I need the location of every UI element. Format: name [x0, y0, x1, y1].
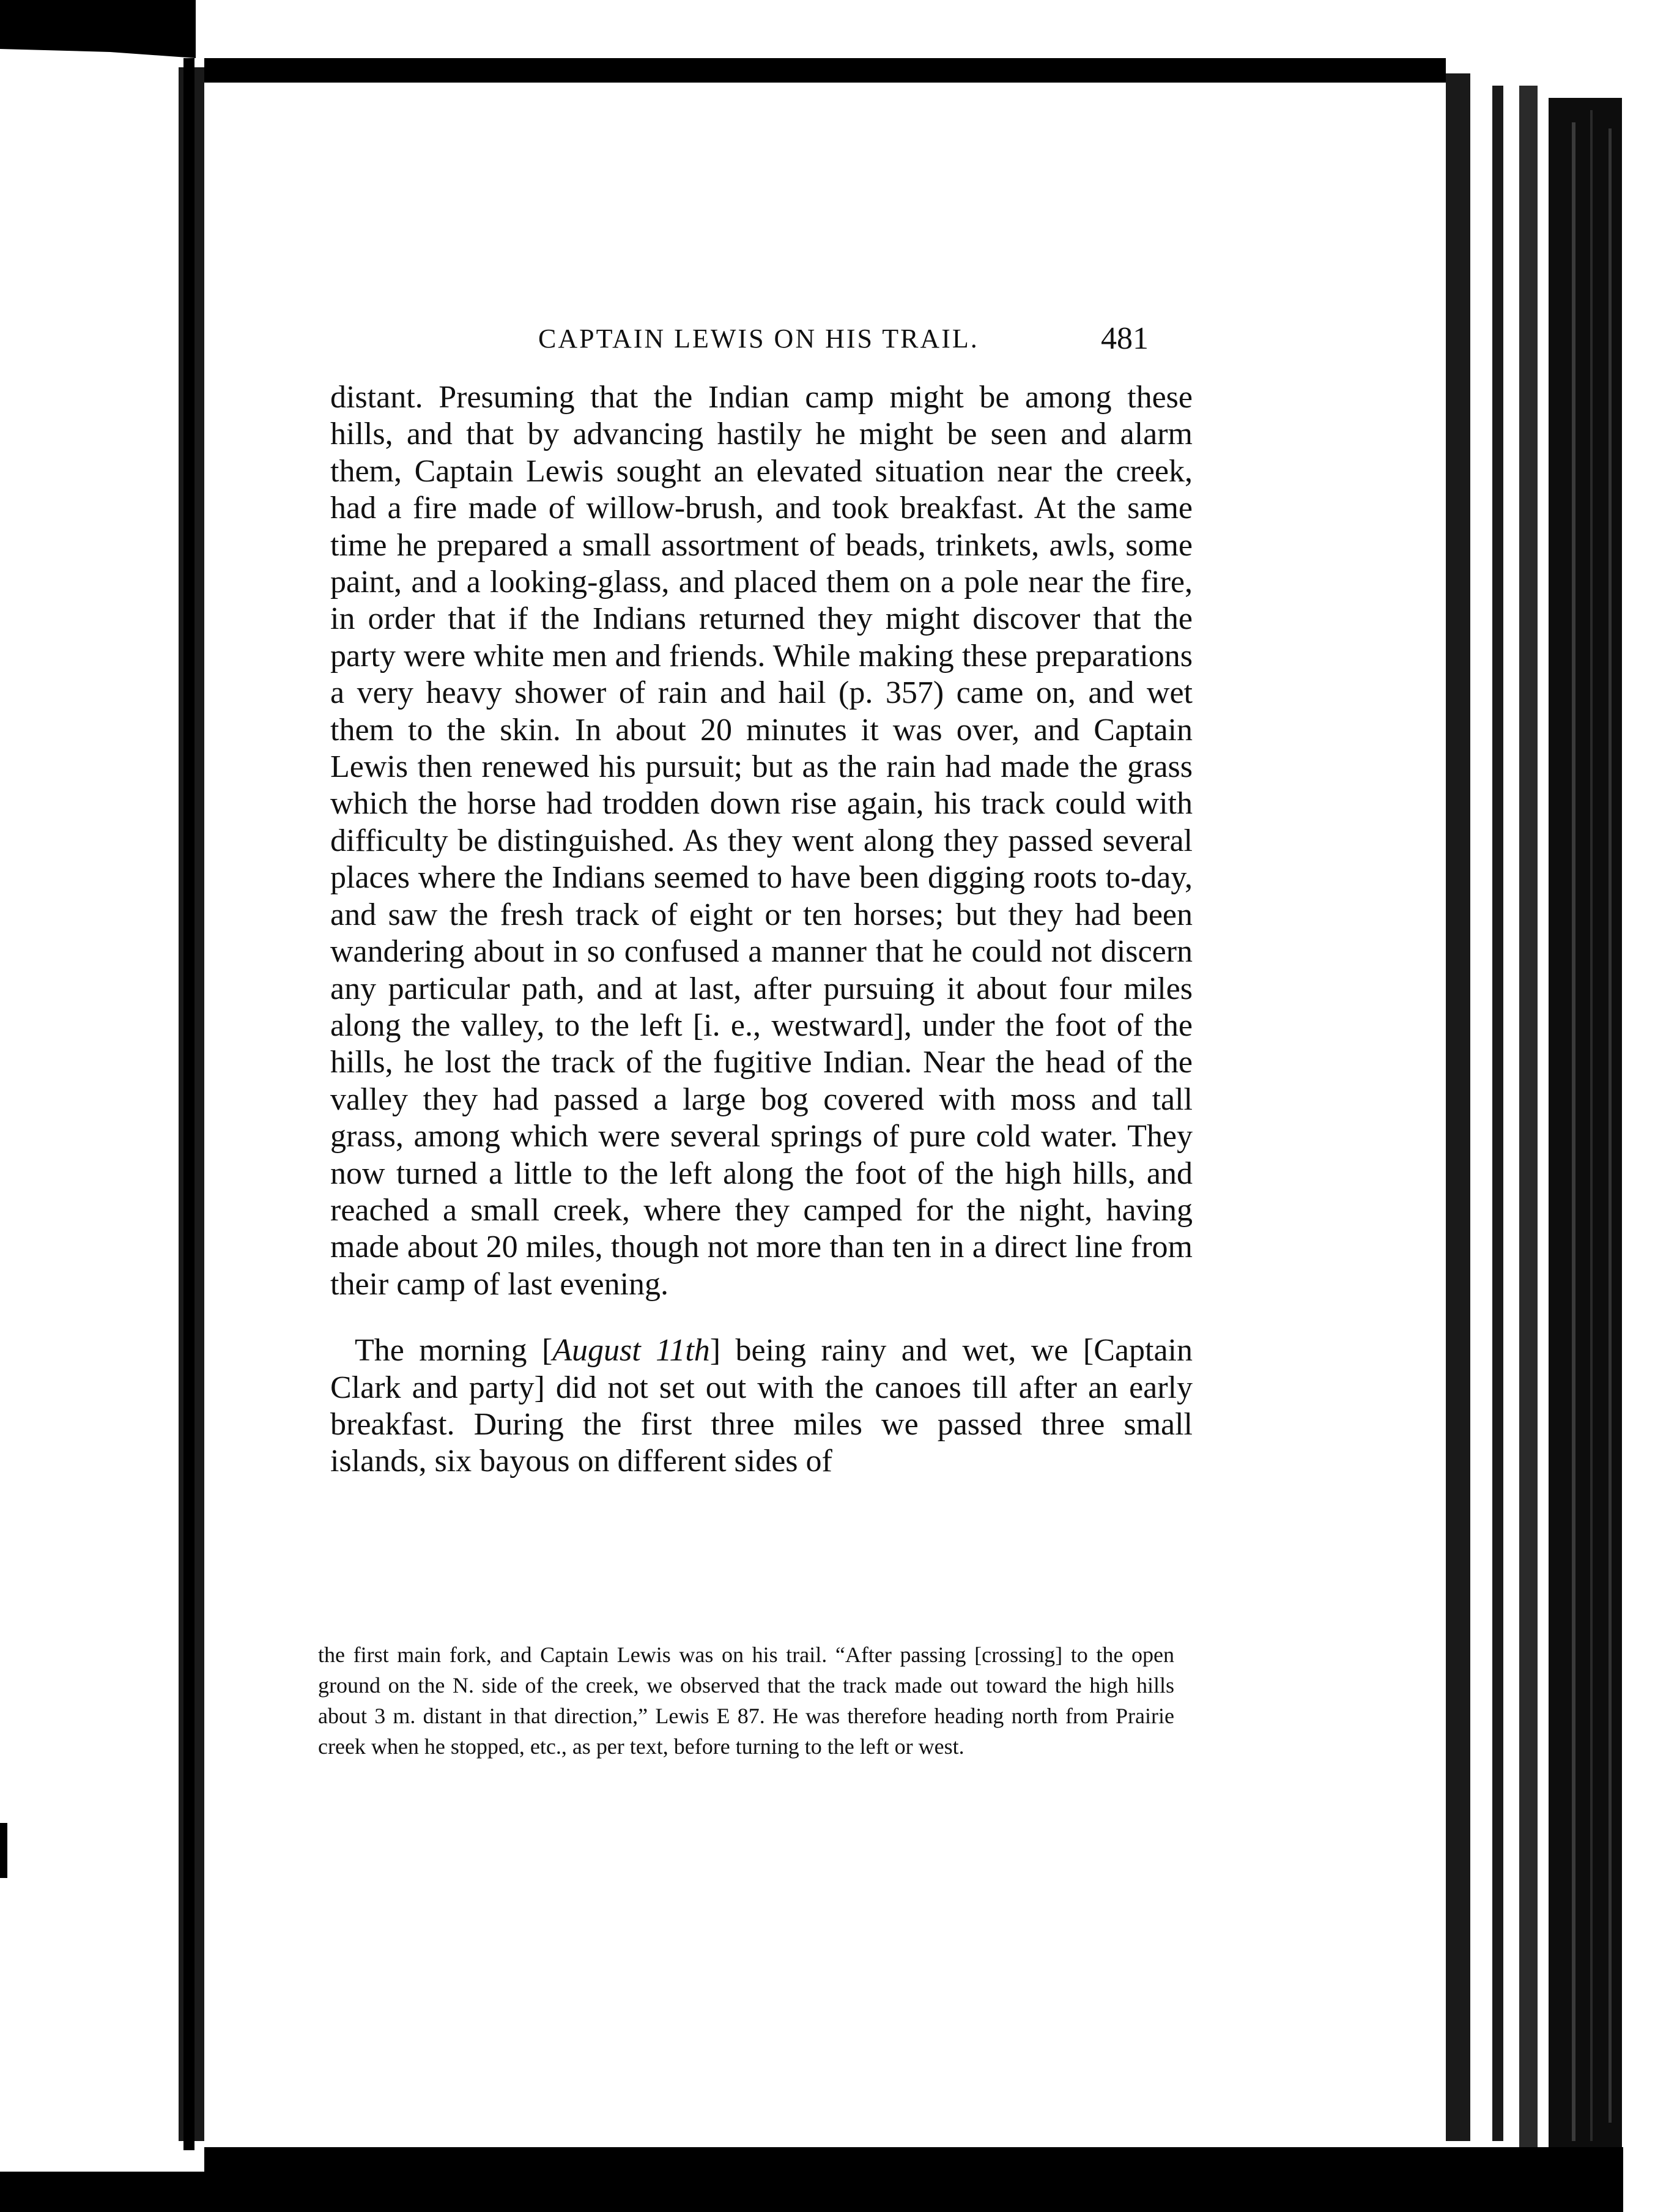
- running-head: CAPTAIN LEWIS ON HIS TRAIL.: [538, 324, 979, 354]
- footnote-text: the first main fork, and Captain Lewis was on his trail. “After passing [crossing] to the open ground on the N. side of the creek, we observed that the track made out toward the high hills about 3 m. distant in that direction,” Lewis E 87. He was therefore heading north from Prairie creek when he stopped, etc., as per text, before turning to the left or west.: [318, 1642, 1174, 1759]
- footnote: [318, 1639, 1174, 1762]
- paragraph-text: The morning [: [355, 1333, 553, 1368]
- body-text: [330, 379, 1193, 1480]
- paragraph: [330, 1332, 1193, 1480]
- italic-date: August 11th: [552, 1333, 710, 1368]
- page-number: 481: [1101, 321, 1149, 356]
- paragraph-text: ] being rainy and wet, we [Captain Clark and party] did not set out with the canoes till after an early breakfast. During the first three miles we passed three small islands, six bayous on different sides of: [330, 1333, 1193, 1479]
- paragraph: distant. Presuming that the Indian camp might be among these hills, and that by advancing hastily he might be seen and alarm them, Captain Lewis sought an elevated situation near the creek, had a fire made of willow-brush, and took breakfast. At the same time he prepared a small assortment of beads, trinkets, awls, some paint, and a looking-glass, and placed them on a pole near the fire, in order that if the Indians returned they might discover that the party were white men and friends. While making these preparations a very heavy shower of rain and hail (p. 357) came on, and wet them to the skin. In about 20 minutes it was over, and Captain Lewis then renewed his pursuit; but as the rain had made the grass which the horse had trodden down rise again, his track could with difficulty be distinguished. As they went along they passed several places where the Indians seemed to have been digging roots to-day, and saw the fresh track of eight or ten horses; but they had been wandering about in so confused a manner that he could not discern any particular path, and at last, after pursuing it about four miles along the valley, to the left [i. e., westward], under the foot of the hills, he lost the track of the fugitive Indian. Near the head of the valley they had passed a large bog covered with moss and tall grass, among which were several springs of pure cold water. They now turned a little to the left along the foot of the high hills, and reached a small creek, where they camped for the night, having made about 20 miles, though not more than ten in a direct line from their camp of last evening.: [330, 380, 1193, 1302]
